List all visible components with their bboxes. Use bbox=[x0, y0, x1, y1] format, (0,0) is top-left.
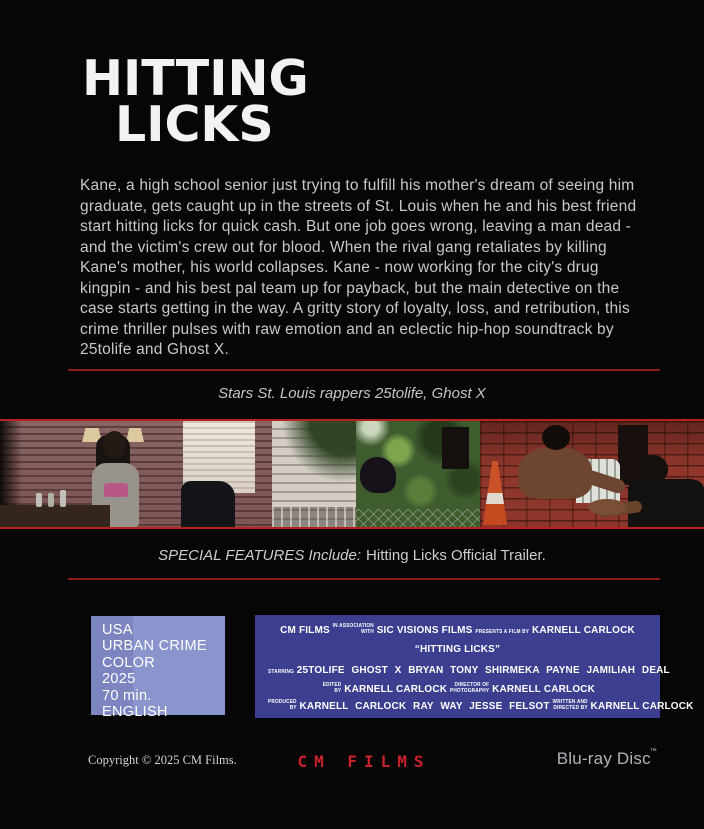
film-still-handshake-scene bbox=[480, 421, 704, 527]
special-features-line bbox=[0, 547, 704, 564]
spec-color: COLOR bbox=[102, 654, 156, 671]
leather-booth bbox=[181, 481, 235, 527]
crouching-figure bbox=[360, 457, 396, 493]
bottle bbox=[36, 493, 42, 507]
billing-label-edited-by: EDITED BY bbox=[322, 682, 342, 694]
lamp-sconce bbox=[126, 428, 144, 442]
spec-year: 2025 bbox=[102, 671, 136, 688]
table bbox=[0, 505, 110, 527]
divider-rule-top bbox=[68, 369, 660, 371]
trademark-symbol: ™ bbox=[649, 748, 657, 755]
billing-director-name: KARNELL CARLOCK bbox=[531, 624, 635, 636]
billing-label-director-of-photography: DIRECTOR OF PHOTOGRAPHY bbox=[450, 682, 490, 694]
bottle bbox=[60, 490, 66, 507]
billing-line-presents bbox=[265, 624, 650, 639]
porch-railing bbox=[272, 507, 356, 527]
billing-cast-names: 25TOLIFE GHOST X BRYAN TONY SHIRMEKA PAYNE JAMILIAH DEAL bbox=[296, 664, 670, 676]
specs-box bbox=[91, 616, 225, 721]
billing-studio2: SIC VISIONS FILMS bbox=[376, 624, 473, 636]
copyright-notice: Copyright © 2025 CM Films. bbox=[88, 753, 237, 767]
billing-label-presents-a-film-by: PRESENTS A FILM BY bbox=[475, 629, 530, 635]
billing-block bbox=[255, 615, 694, 718]
billing-studio1: CM FILMS bbox=[280, 624, 330, 636]
synopsis-text: Kane, a high school senior just trying to fulfill his mother's dream of seeing him graduate, gets caught up in the streets of St. Louis when he and his best friend start hitting licks for quick cash. But one job goes wrong, leaving a man dead - and the victim's crew out for blood. When the rival gang retaliates by killing Kane's mother, his world collapses. Kane - now working for the city's drug kingpin - and his best pal team up for payback, but the main detective on the case starts getting in the way. A gritty story of loyalty, loss, and retribution, this crime thriller pulses with raw emotion and an eclectic hip-hop soundtrack by 25tolife and Ghost X. bbox=[80, 177, 637, 358]
billing-line-producers bbox=[265, 699, 694, 713]
movie-title bbox=[82, 50, 309, 153]
billing-label-produced-by: PRODUCED BY bbox=[267, 699, 297, 711]
film-still-diner-scene bbox=[0, 421, 272, 527]
dark-shed bbox=[442, 427, 469, 469]
handshake-hands bbox=[588, 499, 626, 515]
man-center-head bbox=[542, 425, 570, 450]
tshirt-graphic bbox=[104, 483, 128, 497]
billing-label-in-association-with: IN ASSOCIATION WITH bbox=[332, 623, 374, 635]
special-features-value: Hitting Licks Official Trailer. bbox=[366, 547, 546, 564]
film-still-yard-scene bbox=[356, 421, 480, 527]
bluray-disc-wordmark: Blu-ray Disc™ bbox=[556, 748, 657, 768]
film-stills-strip bbox=[0, 419, 704, 529]
bottle bbox=[48, 493, 54, 507]
movie-title-line1: HITTING bbox=[82, 50, 309, 107]
traffic-cone bbox=[482, 461, 508, 525]
stars-tagline: Stars St. Louis rappers 25tolife, Ghost X bbox=[218, 385, 486, 402]
film-still-house-exterior bbox=[272, 421, 356, 527]
divider-rule-bottom bbox=[68, 578, 660, 580]
movie-title-line2: LICKS bbox=[115, 96, 274, 153]
billing-line-editor-dp bbox=[265, 683, 650, 696]
billing-writer-director-name: KARNELL CARLOCK bbox=[590, 700, 694, 712]
billing-editor-name: KARNELL CARLOCK bbox=[344, 683, 448, 695]
billing-label-written-and-directed-by: WRITTEN AND DIRECTED BY bbox=[552, 699, 588, 711]
cm-films-logo: CM FILMS bbox=[297, 752, 431, 771]
man-right-head bbox=[638, 455, 668, 483]
spec-country: USA bbox=[102, 622, 133, 638]
spec-genre: URBAN CRIME bbox=[102, 638, 207, 655]
woman-head bbox=[103, 431, 126, 458]
billing-film-title: “HITTING LICKS” bbox=[414, 643, 501, 655]
billing-line-starring bbox=[265, 664, 670, 679]
billing-producer-names: KARNELL CARLOCK RAY WAY JESSE FELSOT bbox=[299, 700, 550, 712]
chainlink-fence bbox=[356, 509, 480, 527]
spec-language: ENGLISH bbox=[102, 704, 168, 721]
billing-dp-name: KARNELL CARLOCK bbox=[492, 683, 596, 695]
spec-runtime: 70 min. bbox=[102, 687, 152, 704]
billing-label-starring: STARRING bbox=[267, 669, 294, 675]
special-features-label: SPECIAL FEATURES Include: bbox=[158, 547, 362, 564]
